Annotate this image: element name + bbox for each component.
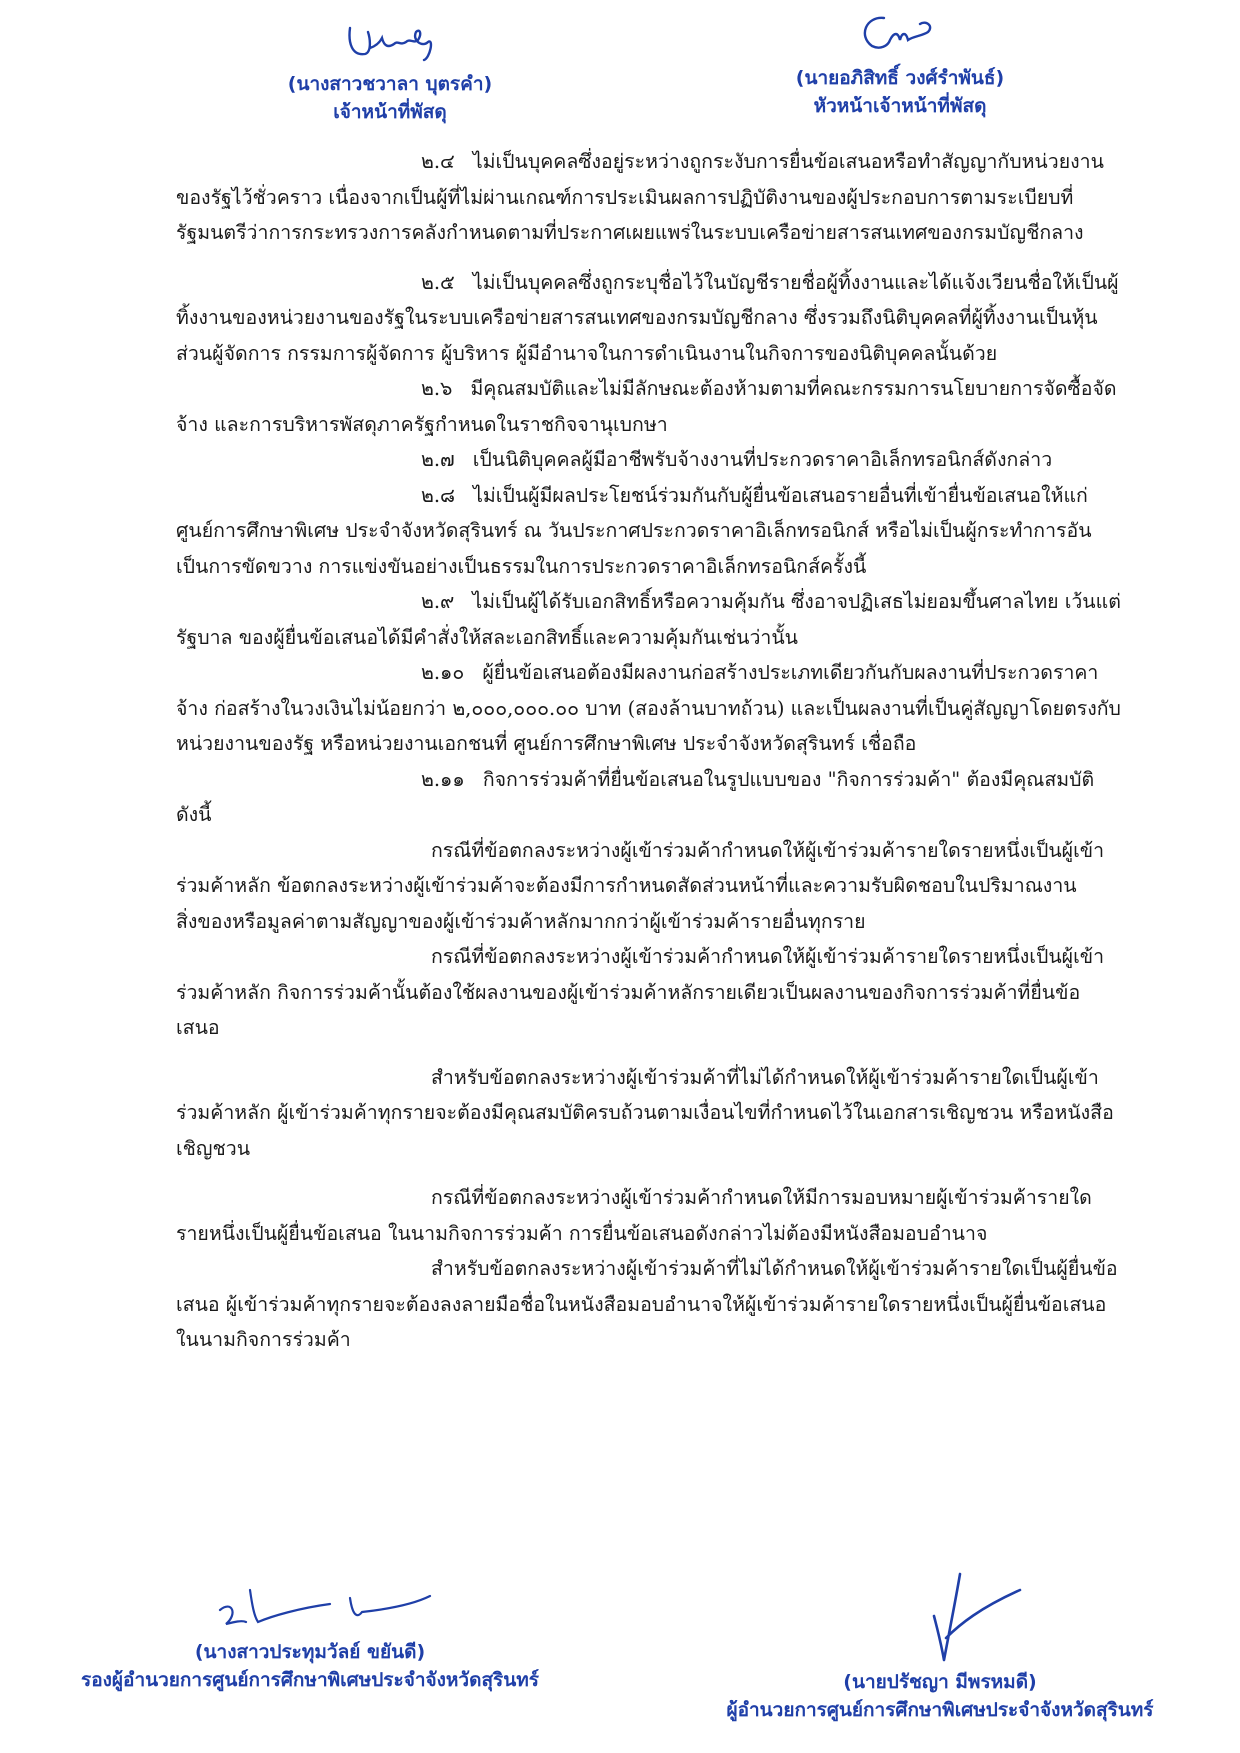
document-body xyxy=(176,144,1121,1358)
signatory-name: (นายปรัชญา มีพรหมดี) xyxy=(843,1671,1037,1693)
signatory-position: รองผู้อำนวยการศูนย์การศึกษาพิเศษประจำจังหวัดสุรินทร์ xyxy=(81,1669,539,1691)
clause-text: กิจการร่วมค้าที่ยื่นข้อเสนอในรูปแบบของ "กิจการร่วมค้า" ต้องมีคุณสมบัติดังนี้ xyxy=(176,767,1095,826)
signatory-position: เจ้าหน้าที่พัสดุ xyxy=(333,101,447,123)
signatory-name: (นายอภิสิทธิ์ วงศ์รำพันธ์) xyxy=(795,67,1005,89)
signature-block-director xyxy=(660,1568,1220,1724)
joint-venture-paragraph: กรณีที่ข้อตกลงระหว่างผู้เข้าร่วมค้ากำหนดให้ผู้เข้าร่วมค้ารายใดรายหนึ่งเป็นผู้เข้าร่วมค้าหลัก กิจการร่วมค้านั้นต้องใช้ผลงานของผู้เข้าร่วมค้าหลักรายเดียวเป็นผลงานของกิจการร่วมค้าที่ยื่นข้อเสนอ xyxy=(176,945,1105,1039)
clause-text: เป็นนิติบุคคลผู้มีอาชีพรับจ้างงานที่ประกวดราคาอิเล็กทรอนิกส์ดังกล่าว xyxy=(472,448,1053,471)
handwritten-signature-icon xyxy=(810,6,990,64)
handwritten-signature-icon xyxy=(840,1568,1040,1668)
clause-number: ๒.๗ xyxy=(421,448,455,471)
handwritten-signature-icon xyxy=(310,18,470,70)
joint-venture-paragraph: กรณีที่ข้อตกลงระหว่างผู้เข้าร่วมค้ากำหนดให้มีการมอบหมายผู้เข้าร่วมค้ารายใดรายหนึ่งเป็นผู้ยื่นข้อเสนอ ในนามกิจการร่วมค้า การยื่นข้อเสนอดังกล่าวไม่ต้องมีหนังสือมอบอำนาจ xyxy=(176,1186,1092,1245)
clause-number: ๒.๑๑ xyxy=(421,767,465,791)
clause-number: ๒.๖ xyxy=(421,377,453,400)
clause-2-4 xyxy=(176,144,1121,251)
signature-block-deputy-director xyxy=(30,1582,590,1694)
clause-2-9 xyxy=(176,584,1121,655)
clause-text: ไม่เป็นบุคคลซึ่งอยู่ระหว่างถูกระงับการยื่นข้อเสนอหรือทำสัญญากับหน่วยงานของรัฐไว้ชั่วคราว เนื่องจากเป็นผู้ที่ไม่ผ่านเกณฑ์การประเมินผลการปฏิบัติงานของผู้ประกอบการตามระเบียบที่รัฐมนตรีว่าการกระทรวงการคลังกำหนดตามที่ประกาศเผยแพร่ในระบบเครือข่ายสารสนเทศของกรมบัญชีกลาง xyxy=(176,150,1104,244)
clause-text: ไม่เป็นผู้มีผลประโยชน์ร่วมกันกับผู้ยื่นข้อเสนอรายอื่นที่เข้ายื่นข้อเสนอให้แก่ ศูนย์การศึกษาพิเศษ ประจำจังหวัดสุรินทร์ ณ วันประกาศประกวดราคาอิเล็กทรอนิกส์ หรือไม่เป็นผู้กระทำการอันเป็นการขัดขวาง การแข่งขันอย่างเป็นธรรมในการประกวดราคาอิเล็กทรอนิกส์ครั้งนี้ xyxy=(176,483,1092,578)
clause-number: ๒.๕ xyxy=(421,270,455,294)
signatory-name: (นางสาวชวาลา บุตรคำ) xyxy=(287,73,493,95)
clause-2-10 xyxy=(176,655,1121,762)
clause-number: ๒.๔ xyxy=(421,150,455,173)
joint-venture-paragraph: สำหรับข้อตกลงระหว่างผู้เข้าร่วมค้าที่ไม่ได้กำหนดให้ผู้เข้าร่วมค้ารายใดเป็นผู้เข้าร่วมค้าหลัก ผู้เข้าร่วมค้าทุกรายจะต้องมีคุณสมบัติครบถ้วนตามเงื่อนไขที่กำหนดไว้ในเอกสารเชิญชวน หรือหนังสือเชิญชวน xyxy=(176,1065,1114,1160)
clause-number: ๒.๘ xyxy=(421,483,456,507)
clause-number: ๒.๙ xyxy=(421,590,455,613)
clause-2-5 xyxy=(176,265,1121,372)
joint-venture-paragraph: กรณีที่ข้อตกลงระหว่างผู้เข้าร่วมค้ากำหนดให้ผู้เข้าร่วมค้ารายใดรายหนึ่งเป็นผู้เข้าร่วมค้าหลัก ข้อตกลงระหว่างผู้เข้าร่วมค้าจะต้องมีการกำหนดสัดส่วนหน้าที่และความรับผิดชอบในปริมาณงาน สิ่งของหรือมูลค่าตามสัญญาของผู้เข้าร่วมค้าหลักมากกว่าผู้เข้าร่วมค้ารายอื่นทุกราย xyxy=(176,838,1105,933)
clause-text: มีคุณสมบัติและไม่มีลักษณะต้องห้ามตามที่คณะกรรมการนโยบายการจัดซื้อจัดจ้าง และการบริหารพัสดุภาครัฐกำหนดในราชกิจจานุเบกษา xyxy=(176,377,1117,436)
clause-2-8 xyxy=(176,478,1121,585)
signature-block-head-procurement-officer xyxy=(740,6,1060,120)
signature-block-procurement-officer xyxy=(240,18,540,126)
clause-text: ผู้ยื่นข้อเสนอต้องมีผลงานก่อสร้างประเภทเดียวกันกับผลงานที่ประกวดราคาจ้าง ก่อสร้างในวงเงินไม่น้อยกว่า ๒,๐๐๐,๐๐๐.๐๐ บาท (สองล้านบาทถ้วน) และเป็นผลงานที่เป็นคู่สัญญาโดยตรงกับหน่วยงานของรัฐ หรือหน่วยงานเอกชนที่ ศูนย์การศึกษาพิเศษ ประจำจังหวัดสุรินทร์ เชื่อถือ xyxy=(176,661,1121,755)
clause-text: ไม่เป็นบุคคลซึ่งถูกระบุชื่อไว้ในบัญชีรายชื่อผู้ทิ้งงานและได้แจ้งเวียนชื่อให้เป็นผู้ทิ้งงานของหน่วยงานของรัฐในระบบเครือข่ายสารสนเทศของกรมบัญชีกลาง ซึ่งรวมถึงนิติบุคคลที่ผู้ทิ้งงานเป็นหุ้นส่วนผู้จัดการ กรรมการผู้จัดการ ผู้บริหาร ผู้มีอำนาจในการดำเนินงานในกิจการของนิติบุคคลนั้นด้วย xyxy=(176,270,1119,365)
handwritten-signature-icon xyxy=(180,1582,440,1638)
signatory-position: ผู้อำนวยการศูนย์การศึกษาพิเศษประจำจังหวัดสุรินทร์ xyxy=(726,1699,1154,1721)
clause-number: ๒.๑๐ xyxy=(421,661,465,684)
clause-text: ไม่เป็นผู้ได้รับเอกสิทธิ์หรือความคุ้มกัน ซึ่งอาจปฏิเสธไม่ยอมขึ้นศาลไทย เว้นแต่รัฐบาล ของผู้ยื่นข้อเสนอได้มีคำสั่งให้สละเอกสิทธิ์และความคุ้มกันเช่นว่านั้น xyxy=(176,590,1121,649)
signatory-name: (นางสาวประทุมวัลย์ ขยันดี) xyxy=(194,1641,426,1663)
clause-2-6 xyxy=(176,371,1121,442)
clause-2-11 xyxy=(176,762,1121,833)
clause-2-7 xyxy=(176,442,1121,478)
joint-venture-paragraph: สำหรับข้อตกลงระหว่างผู้เข้าร่วมค้าที่ไม่ได้กำหนดให้ผู้เข้าร่วมค้ารายใดเป็นผู้ยื่นข้อเสนอ ผู้เข้าร่วมค้าทุกรายจะต้องลงลายมือชื่อในหนังสือมอบอำนาจให้ผู้เข้าร่วมค้ารายใดรายหนึ่งเป็นผู้ยื่นข้อเสนอ ในนามกิจการร่วมค้า xyxy=(176,1257,1118,1351)
signatory-position: หัวหน้าเจ้าหน้าที่พัสดุ xyxy=(813,95,987,117)
